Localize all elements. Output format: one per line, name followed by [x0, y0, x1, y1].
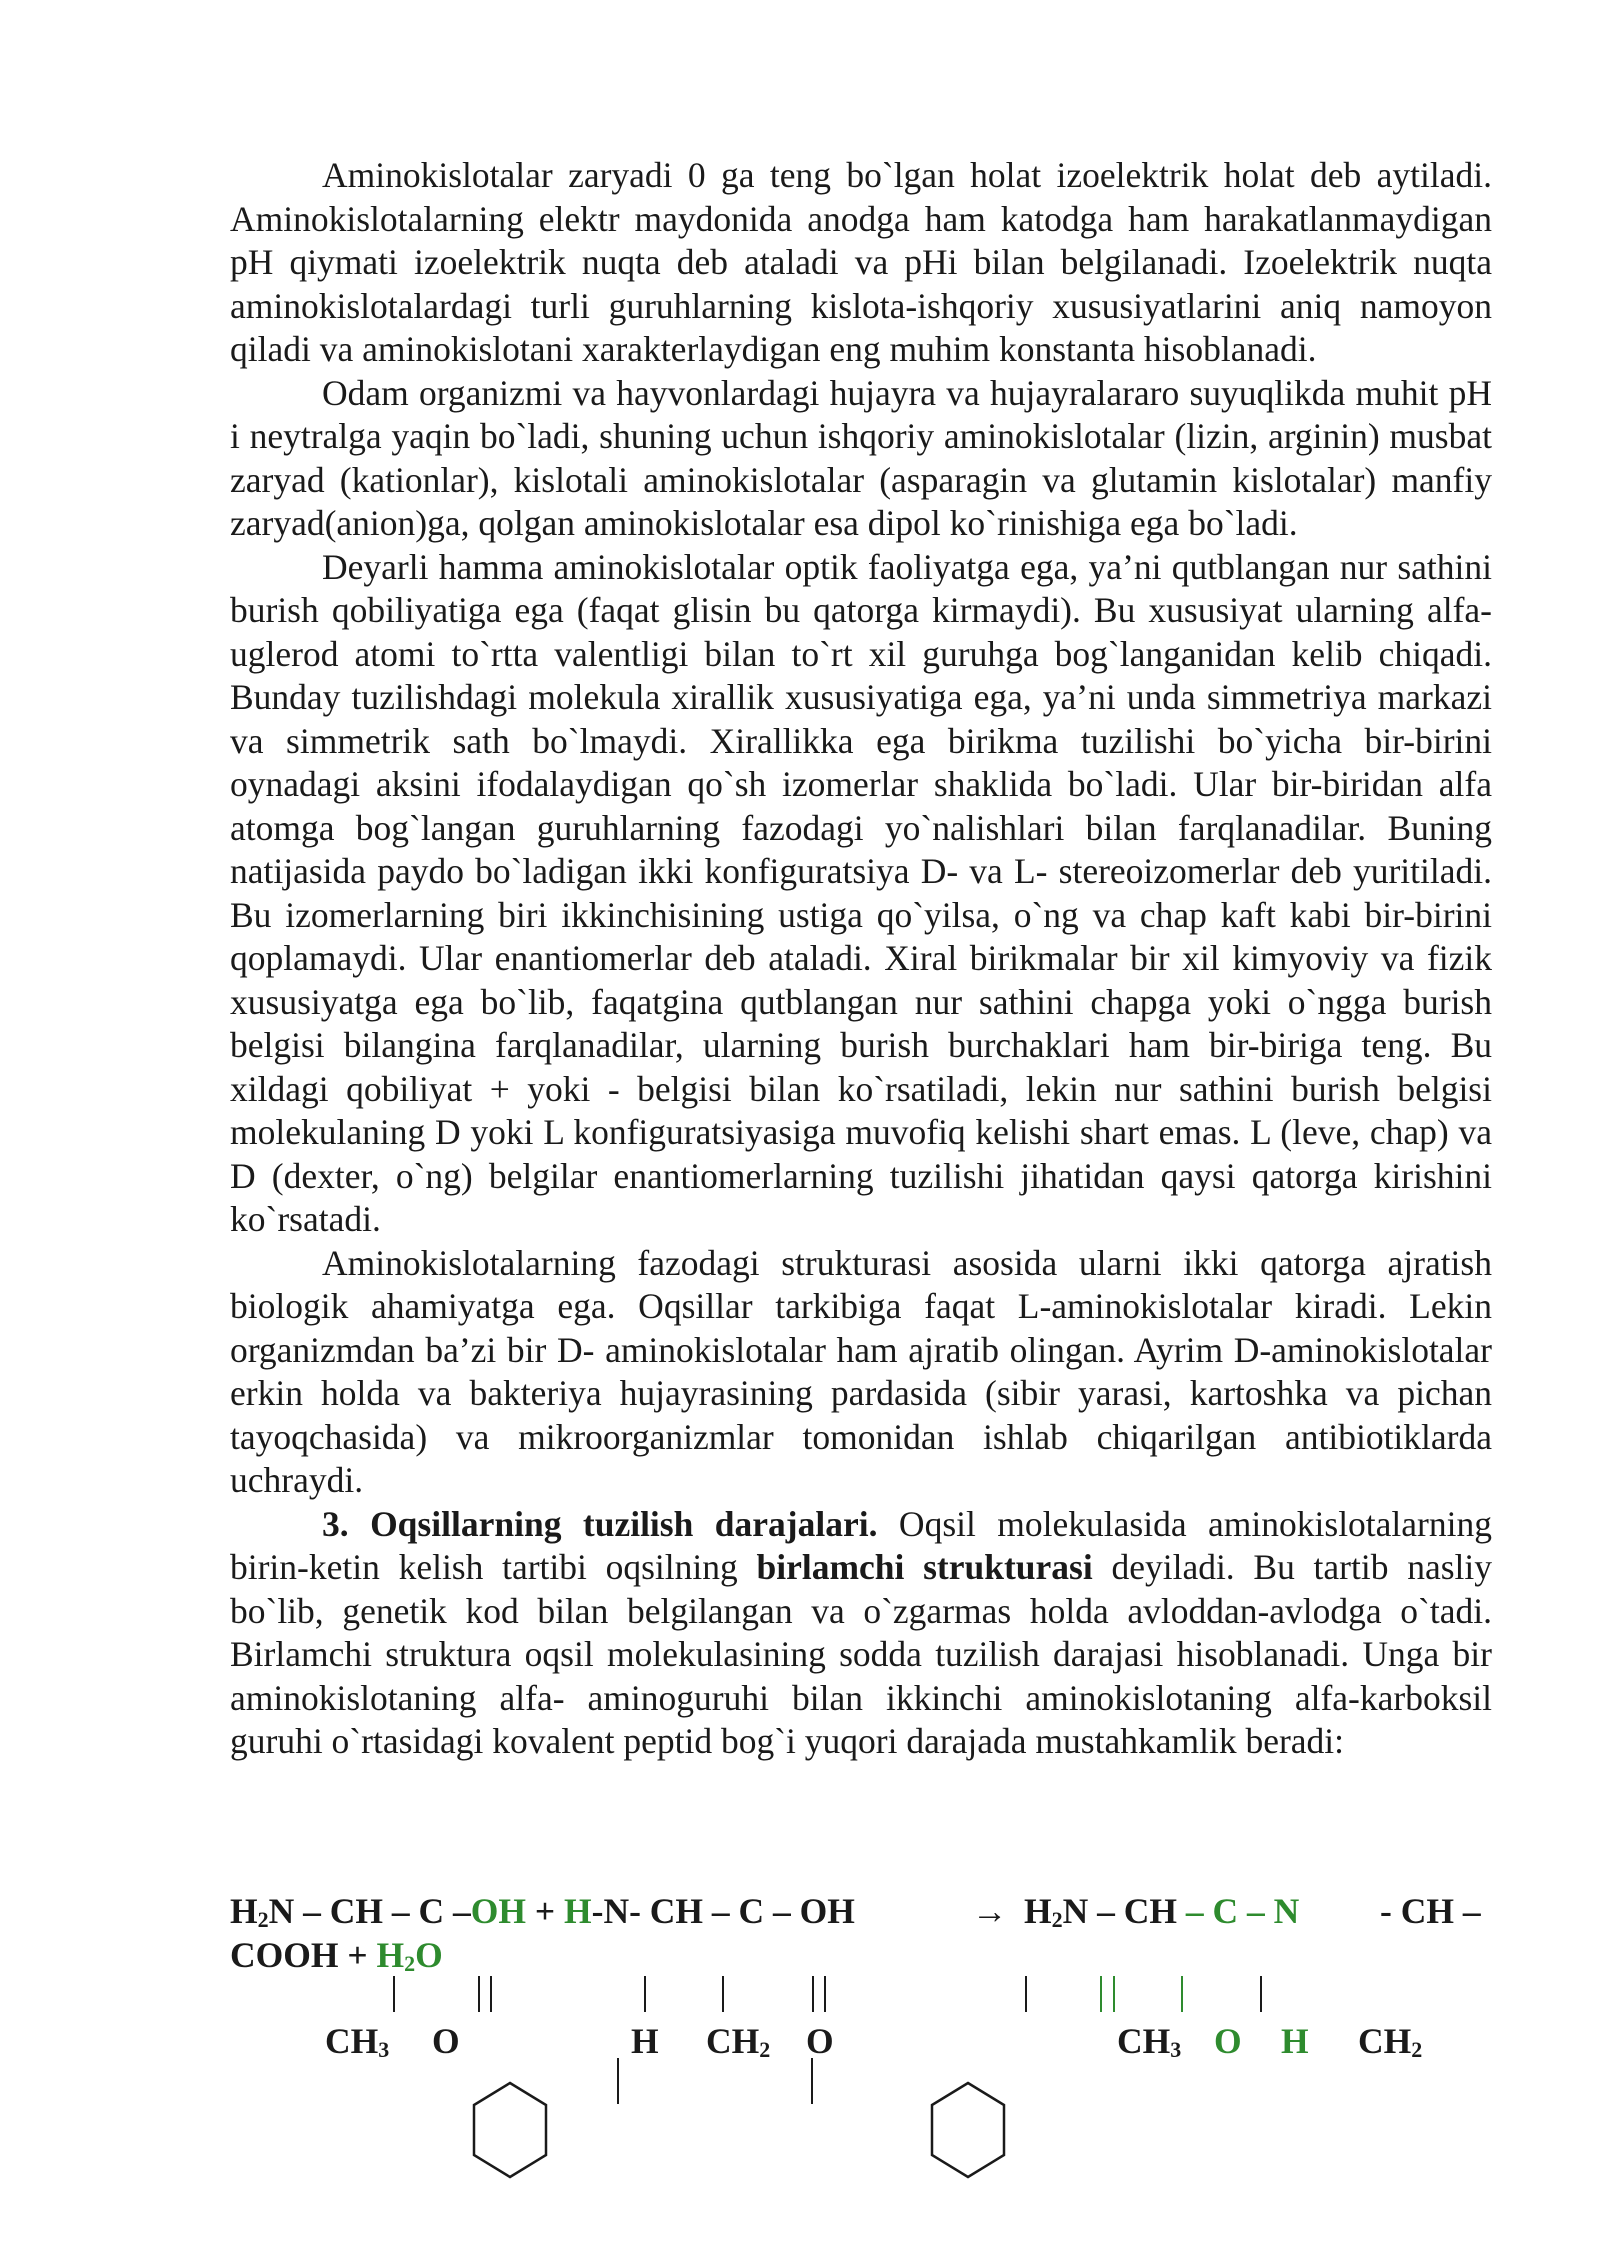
paragraph-protein-structure-levels: [230, 1503, 1492, 1764]
paragraph-isoelectric: Aminokislotalar zaryadi 0 ga teng bo`lgan holat izoelektrik holat deb aytiladi. Aminokislotalarning elektr maydonida anodga ham katodga ham harakatlanmaydigan pH qiymati izoelektrik nuqta deb ataladi va pHi bilan belgilanadi. Izoelektrik nuqta aminokislotalardagi turli guruhlarning kislota-ishqoriy xususiyatlarini aniq namoyon qiladi va aminokislotani xarakterlaydigan eng muhim konstanta hisoblanadi.: [230, 155, 1492, 369]
substituent-ch3: $CH_3$: [325, 2021, 390, 2062]
bond-line: [393, 1976, 395, 2012]
equation-product-end: - CH –: [1380, 1891, 1481, 1931]
bond-line: [644, 1976, 646, 2012]
substituent-oxygen: O: [1214, 2021, 1242, 2061]
benzene-ring-icon: [928, 2080, 1008, 2180]
paragraph-optical-activity: Deyarli hamma aminokislotalar optik faoliyatga ega, ya’ni qutblangan nur sathini burish qobiliyatiga ega (faqat glisin bu qatorga kirmaydi). Bu xususiyat ularning alfa-uglerod atomi to`rtta valentligi bilan to`rt xil guruhga bog`langanidan kelib chiqadi. Bunday tuzilishdagi molekula xirallik xususiyatiga ega, ya’ni unda simmetriya markazi va simmetrik sath bo`lmaydi. Xirallikka ega birikma tuzilishi bo`yicha bir-birini oynadagi aksini ifodalaydigan qo`sh izomerlar shaklida bo`ladi. Ular bir-biridan alfa atomga bog`langan guruhlarning fazodagi yo`nalishlari bilan farqlanadilar. Buning natijasida paydo bo`ladigan ikki konfiguratsiya D- va L- stereoizomerlar deb yuritiladi. Bu izomerlarning biri ikkinchisining ustiga qo`yilsa, o`ng va chap kaft kabi bir-birini qoplamaydi. Ular enantiomerlar deb ataladi. Xiral birikmalar bir xil kimyoviy va fizik xususiyatga ega bo`lib, faqatgina qutblangan nur sathini chapga yoki o`ngga burish belgisi bilangina farqlanadilar, ularning burish burchaklari ham bir-biriga teng. Bu xildagi qobiliyat + yoki - belgisi bilan ko`rsatiladi, lekin nur sathini burish belgisi molekulaning D yoki L konfiguratsiyasiga muvofiq kelishi shart emas. L (leve, chap) va D (dexter, o`ng) belgilar enantiomerlarning tuzilishi jihatidan qaysi qatorga kirishini ko`rsatadi.: [230, 546, 1492, 1239]
paragraph-text: deyiladi. Bu tartib nasliy bo`lib, genetik kod bilan belgilangan va o`zgarmas holda avloddan-avlodga o`tadi. Birlamchi struktura oqsil molekulasining sodda tuzilish darajasi hisoblanadi. Unga bir aminokislotaning alfa- aminoguruhi bilan ikkinchi aminokislotaning alfa-karboksil guruhi o`rtasidagi kovalent peptid bog`i yuqori darajada mustahkamlik beradi:: [230, 1547, 1492, 1761]
bond-line: [1025, 1976, 1027, 2012]
paragraph-spatial-structure: Aminokislotalarning fazodagi strukturasi asosida ularni ikki qatorga ajratish biologik ahamiyatga ega. Oqsillar tarkibiga faqat L-aminokislotalar kiradi. Lekin organizmdan ba’zi bir D- aminokislotalar ham ajratib olingan. Ayrim D-aminokislotalar erkin holda va bakteriya hujayrasining pardasida (sibir yarasi, kartoshka va pichan tayoqchasida) va mikroorganizmlar tomonidan ishlab chiqarilgan antibiotiklarda uchraydi.: [230, 1242, 1492, 1500]
document-page: [230, 154, 1492, 1764]
equation-product: $H_2N$ – CH – C – N: [1024, 1891, 1300, 1932]
bond-line: [811, 2058, 813, 2104]
substituent-ch2: $CH_2$: [1358, 2021, 1423, 2062]
equation-line-1: $H_2N$ – CH – C –OH + H-N- CH – C – OH: [230, 1891, 855, 1932]
substituent-ch2: $CH_2$: [706, 2021, 771, 2062]
bond-line: [1181, 1976, 1183, 2012]
substituent-ch3: $CH_3$: [1117, 2021, 1182, 2062]
term-primary-structure: birlamchi strukturasi: [756, 1547, 1093, 1587]
paragraph-ph-organism: Odam organizmi va hayvonlardagi hujayra va hujayralararo suyuqlikda muhit pH i neytralga yaqin bo`ladi, shuning uchun ishqoriy aminokislotalar (lizin, arginin) musbat zaryad (kationlar), kislotali aminokislotalar (asparagin va glutamin kislotalar) manfiy zaryad(anion)ga, qolgan aminokislotalar esa dipol ko`rinishiga ega bo`ladi.: [230, 372, 1492, 543]
double-bond-line: [812, 1976, 814, 2012]
substituent-oxygen: O: [432, 2021, 460, 2061]
double-bond-line: [490, 1976, 492, 2012]
double-bond-line: [478, 1976, 480, 2012]
reaction-arrow: →: [972, 1891, 1008, 1931]
benzene-ring-icon: [470, 2080, 550, 2180]
double-bond-line: [1100, 1976, 1102, 2012]
section-heading: 3. Oqsillarning tuzilish darajalari.: [322, 1503, 878, 1544]
double-bond-line: [824, 1976, 826, 2012]
bond-line: [1260, 1976, 1262, 2012]
paragraph-text: Oqsil molekulasida aminokislotalarning birin-ketin kelish tartibi oqsilning: [230, 1503, 1492, 1587]
bond-line: [617, 2058, 619, 2104]
double-bond-line: [1113, 1976, 1115, 2012]
bond-line: [722, 1976, 724, 2012]
substituent-oxygen: O: [806, 2021, 834, 2061]
substituent-hydrogen: H: [1281, 2021, 1309, 2061]
substituent-hydrogen: H: [631, 2021, 659, 2061]
equation-line-2: COOH + $H_2O$: [230, 1935, 443, 1976]
